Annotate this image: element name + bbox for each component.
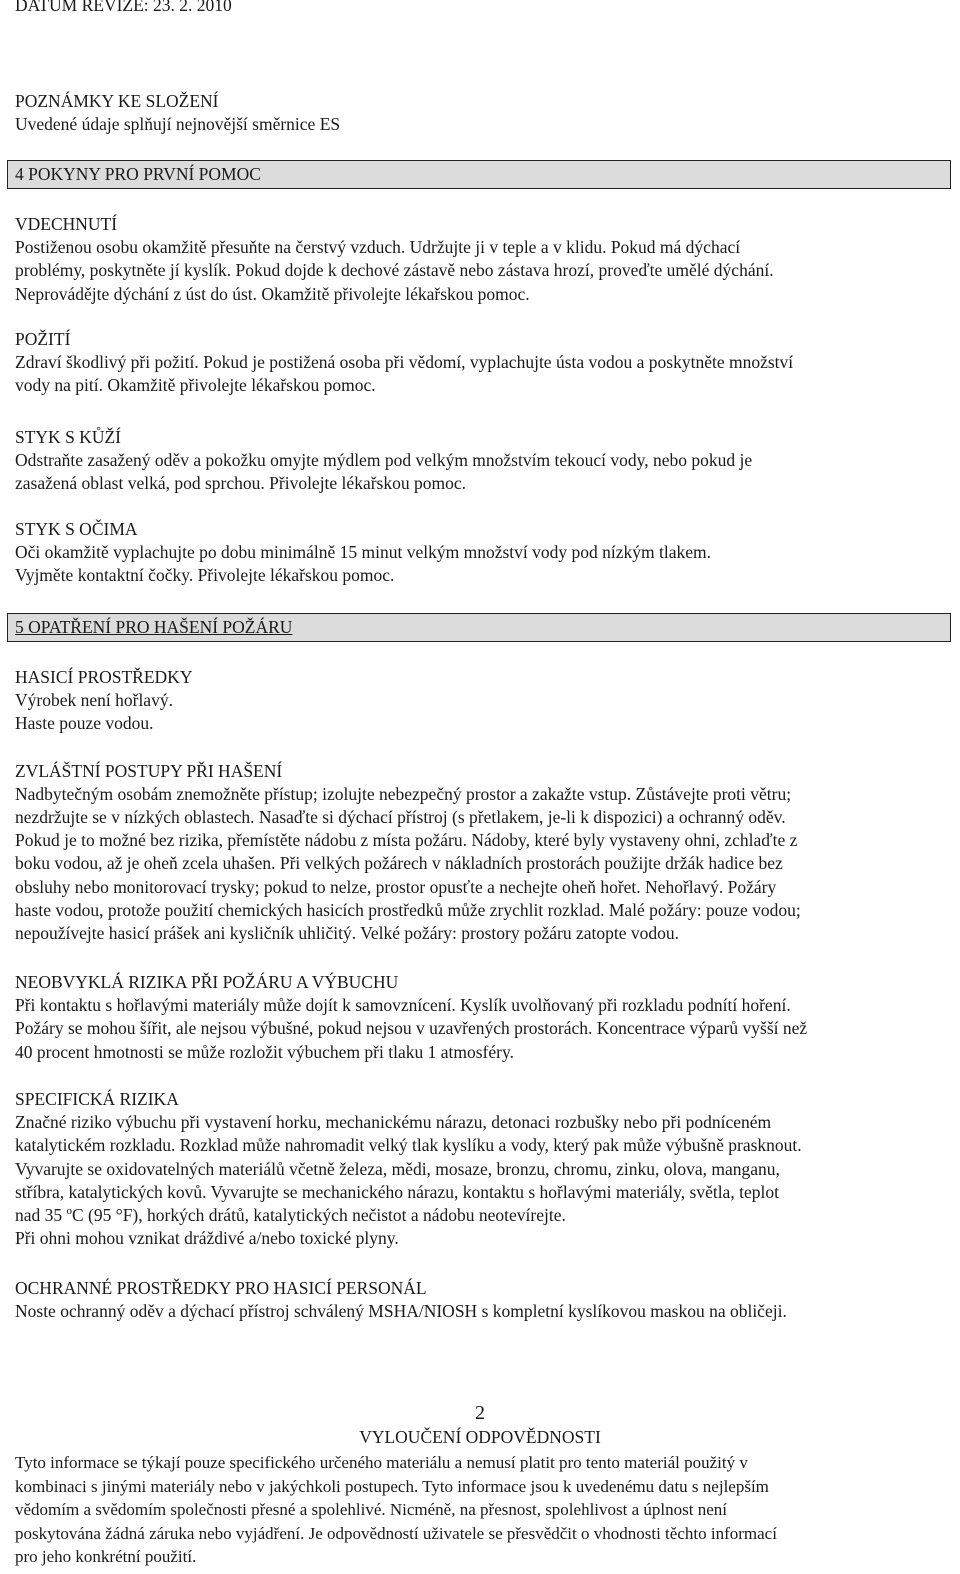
composition-notes-heading: POZNÁMKY KE SLOŽENÍ [15, 91, 219, 111]
inhalation-heading: VDECHNUTÍ [15, 214, 118, 234]
firefighting-procedures-line-2: nezdržujte se v nízkých oblastech. Nasaďte si dýchací přístroj (s přetlakem, je-li k dispozici) a ochranný oděv. [15, 807, 786, 828]
firefighting-procedures-heading: ZVLÁŠTNÍ POSTUPY PŘI HAŠENÍ [15, 761, 283, 781]
inhalation-line-1: Postiženou osobu okamžitě přesuňte na čerstvý vzduch. Udržujte ji v teple a v klidu. Pokud má dýchací [15, 237, 741, 258]
skin-contact-heading: STYK S KŮŽÍ [15, 427, 121, 447]
protective-equipment-heading: OCHRANNÉ PROSTŘEDKY PRO HASICÍ PERSONÁL [15, 1278, 427, 1298]
specific-hazards-line-1: Značné riziko výbuchu při vystavení horku, mechanickému nárazu, detonaci rozbušky nebo při podníceném [15, 1112, 772, 1133]
ingestion-line-2: vody na pití. Okamžitě přivolejte lékařskou pomoc. [15, 375, 376, 396]
disclaimer-line-5: pro jeho konkrétní použití. [15, 1547, 197, 1566]
firefighting-procedures-line-4: boku vodou, až je oheň zcela uhašen. Při velkých požárech v nákladních prostorách použijte držák hadice bez [15, 853, 783, 874]
firefighting-procedures-line-7: nepoužívejte hasicí prášek ani kysličník uhličitý. Velké požáry: prostory požáru zatopte vodou. [15, 922, 680, 943]
inhalation-block [15, 213, 950, 306]
specific-hazards-heading: SPECIFICKÁ RIZIKA [15, 1089, 179, 1109]
skin-contact-block [15, 426, 950, 496]
firefighting-procedures-line-6: haste vodou, protože použití chemických hasicích prostředků může zrychlit rozklad. Malé požáry: pouze vodou; [15, 899, 801, 920]
specific-hazards-line-6: Při ohni mohou vznikat dráždivé a/nebo toxické plyny. [15, 1228, 399, 1249]
extinguishing-media-line-1: Výrobek není hořlavý. [15, 690, 173, 711]
specific-hazards-block [15, 1088, 950, 1250]
unusual-hazards-line-1: Při kontaktu s hořlavými materiály může dojít k samovznícení. Kyslík uvolňovaný při rozkladu podnítí hoření. [15, 995, 791, 1016]
unusual-hazards-line-3: 40 procent hmotnosti se může rozložit výbuchem při tlaku 1 atmosféry. [15, 1041, 514, 1062]
eye-contact-block [15, 518, 950, 588]
firefighting-procedures-line-1: Nadbytečným osobám znemožněte přístup; izolujte nebezpečný prostor a zakažte vstup. Zůstávejte proti větru; [15, 784, 792, 805]
inhalation-line-3: Neprovádějte dýchání z úst do úst. Okamžitě přivolejte lékařskou pomoc. [15, 283, 530, 304]
disclaimer-line-4: poskytována žádná záruka nebo vyjádření. Je odpovědností uživatele se přesvědčit o vhodnosti těchto informací [15, 1523, 777, 1543]
disclaimer-title: VYLOUČENÍ ODPOVĚDNOSTI [359, 1427, 601, 1447]
page-number: 2 [475, 1402, 485, 1424]
specific-hazards-line-4: stříbra, katalytických kovů. Vyvarujte se mechanického nárazu, kontaktu s hořlavými materiály, světla, teplot [15, 1181, 779, 1202]
composition-notes-text: Uvedené údaje splňují nejnovější směrnice ES [15, 114, 341, 135]
revision-date: DATUM REVIZE: 23. 2. 2010 [15, 0, 232, 15]
protective-equipment-block [15, 1277, 950, 1323]
ingestion-block [15, 328, 950, 398]
disclaimer-line-3: vědomím a svědomím společnosti přesné a spolehlivé. Nicméně, na přesnost, spolehlivost a úplnost není [15, 1500, 727, 1519]
unusual-hazards-block [15, 971, 950, 1064]
extinguishing-media-line-2: Haste pouze vodou. [15, 713, 154, 734]
disclaimer-line-1: Tyto informace se týkají pouze specifického určeného materiálu a nemusí platit pro tento materiál použitý v [15, 1453, 748, 1472]
composition-notes [15, 90, 950, 136]
specific-hazards-line-2: katalytickém rozkladu. Rozklad může nahromadit velký tlak kyslíku a vody, který pak může výbušně prasknout. [15, 1135, 802, 1156]
inhalation-line-2: problémy, poskytněte jí kyslík. Pokud dojde k dechové zástavě nebo zástava hrozí, proveďte umělé dýchání. [15, 260, 774, 281]
ingestion-line-1: Zdraví škodlivý při požití. Pokud je postižená osoba při vědomí, vyplachujte ústa vodou a poskytněte množství [15, 352, 794, 373]
specific-hazards-line-3: Vyvarujte se oxidovatelných materiálů včetně železa, mědi, mosaze, bronzu, chromu, zinku, olova, manganu, [15, 1158, 780, 1179]
skin-contact-line-1: Odstraňte zasažený oděv a pokožku omyjte mýdlem pod velkým množstvím tekoucí vody, nebo pokud je [15, 450, 753, 471]
eye-contact-line-2: Vyjměte kontaktní čočky. Přivolejte lékařskou pomoc. [15, 565, 395, 586]
extinguishing-media-block [15, 666, 950, 736]
revision-date-header [15, 0, 950, 17]
skin-contact-line-2: zasažená oblast velká, pod sprchou. Přivolejte lékařskou pomoc. [15, 473, 466, 494]
eye-contact-line-1: Oči okamžitě vyplachujte po dobu minimálně 15 minut velkým množství vody pod nízkým tlakem. [15, 542, 711, 563]
extinguishing-media-heading: HASICÍ PROSTŘEDKY [15, 667, 193, 687]
ingestion-heading: POŽITÍ [15, 329, 71, 349]
unusual-hazards-heading: NEOBVYKLÁ RIZIKA PŘI POŽÁRU A VÝBUCHU [15, 972, 399, 992]
protective-equipment-line-1: Noste ochranný oděv a dýchací přístroj schválený MSHA/NIOSH s kompletní kyslíkovou maskou na obličeji. [15, 1301, 787, 1322]
disclaimer-block [15, 1451, 950, 1569]
eye-contact-heading: STYK S OČIMA [15, 519, 138, 539]
firefighting-procedures-block [15, 760, 950, 945]
unusual-hazards-line-2: Požáry se mohou šířit, ale nejsou výbušné, pokud nejsou v uzavřených prostorách. Koncentrace výparů vyšší než [15, 1018, 808, 1039]
section-4-title: 4 POKYNY PRO PRVNÍ POMOC [15, 164, 261, 184]
section-5-title: 5 OPATŘENÍ PRO HAŠENÍ POŽÁRU [15, 617, 293, 637]
disclaimer-line-2: kombinaci s jinými materiály nebo v jakýchkoli postupech. Tyto informace jsou k uvedenému datu s nejlepším [15, 1476, 769, 1496]
firefighting-procedures-line-3: Pokud je to možné bez rizika, přemístěte nádobu z místa požáru. Nádoby, které byly vystaveny ohni, zchlaďte z [15, 830, 798, 851]
specific-hazards-line-5: nad 35 ºC (95 °F), horkých drátů, katalytických nečistot a nádobu neotevírejte. [15, 1205, 566, 1226]
firefighting-procedures-line-5: obsluhy nebo monitorovací trysky; pokud to nelze, prostor opusťte a nechejte oheň hořet. Nehořlavý. Požáry [15, 876, 777, 897]
